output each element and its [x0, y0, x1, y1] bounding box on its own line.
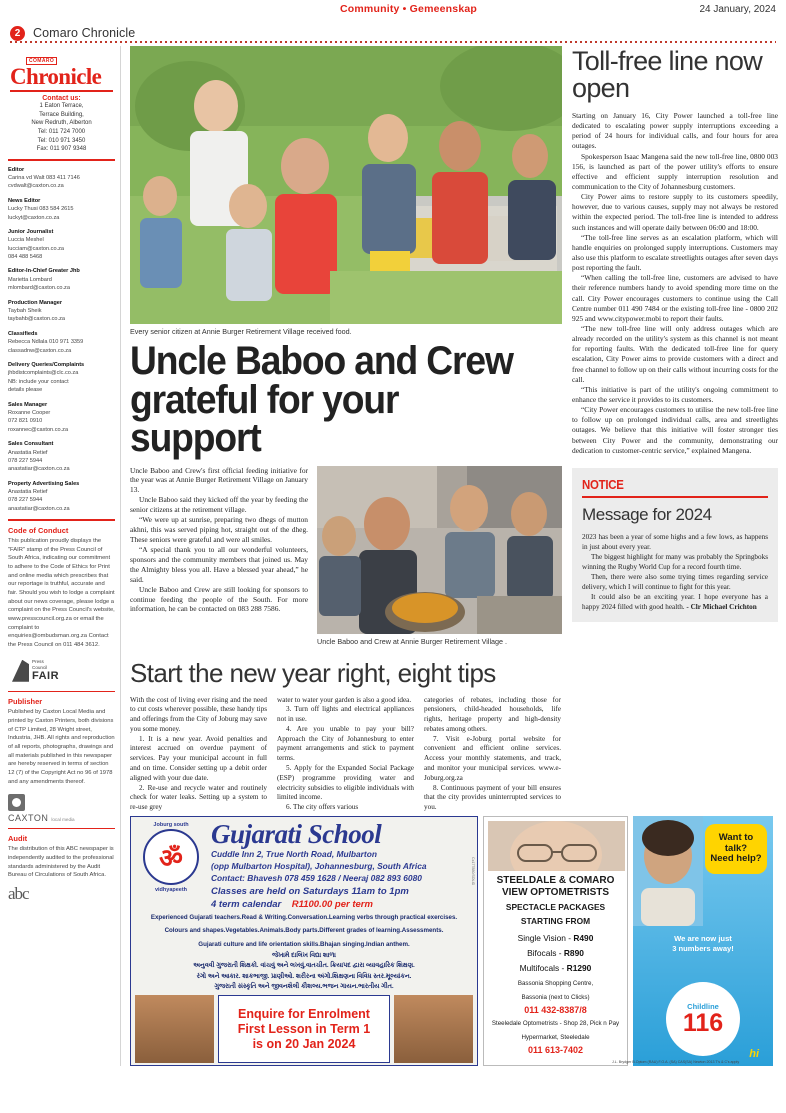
price-value: R890	[563, 947, 584, 958]
staff-detail: jhbdistcomplaints@clc.co.za	[8, 370, 79, 377]
optometrist-address-2: Bassonia (next to Clicks)	[521, 994, 590, 1002]
bubble-line-2: talk?	[724, 842, 748, 854]
staff-role: Sales Manager	[8, 401, 48, 408]
tips-column-2	[277, 696, 414, 813]
gujarati-band-2: Colours and shapes.Vegetables.Animals.Body parts.Different grades of learning.Assessments.	[164, 927, 444, 935]
staff-entry	[8, 299, 115, 324]
staff-detail: classadnw@caxton.co.za	[8, 347, 72, 354]
paragraph: City Power aims to restore supply to its customers speedily, however, due to various causes, supply may not always be restored within the expected period. The toll-free line is intended to address such instances and will operate daily between 06:00 and 18:00.	[572, 192, 778, 232]
staff-detail: anastatiar@caxton.co.za	[8, 466, 70, 473]
optometrist-address-3: Steeledale Optometrists - Shop 28, Pick n Pay	[491, 1020, 620, 1028]
publisher-body: Published by Caxton Local Media and printed by Caxton Printers, both divisions of CTP Limited, 28 Wright street, Industria, JHB. All rights and reproduction of all reports, photographs, drawings and all materials published in this newspaper are hereby reserved in terms of section 12 (7) of the Copyright Act no 96 of 1978 and any amendments thereof.	[8, 709, 115, 785]
sidebar-rule-3	[8, 691, 115, 693]
notice-title: Message for 2024	[582, 504, 712, 524]
childline-message-2: 3 numbers away!	[672, 943, 734, 953]
paragraph: 7. Visit e-Joburg portal website for convenient and efficient online services. Access your monthly statements, and track, and monitor your municipal services. www.e-Joburg.org.za	[424, 734, 561, 782]
audit-body: The distribution of this ABC newspaper is independently audited to the professional standards administered by the Audit Bureau of Circulations of South Africa.	[8, 846, 114, 879]
sidebar-rule-4	[8, 828, 115, 830]
price-row	[488, 961, 623, 976]
masthead-divider	[10, 41, 776, 43]
childline-photo	[633, 816, 703, 926]
price-label: Multifocals -	[519, 962, 567, 973]
contact-heading: Contact us:	[42, 94, 81, 102]
right-story-text	[572, 111, 778, 456]
gujarati-band-1: Experienced Gujarati teachers.Read & Writing.Conversation.Learning verbs through practical exercises.	[150, 914, 458, 922]
gujarati-script-heading: જેખામે દાલિખ વિદ્યા શાળા	[272, 952, 336, 960]
notice-rule	[582, 496, 768, 498]
staff-entry	[8, 197, 115, 222]
sidebar	[8, 46, 121, 1066]
optometrist-sub-2: STARTING FROM	[520, 916, 591, 927]
optometrist-address-1: Bassonia Shopping Centre,	[517, 980, 594, 988]
notice-signoff: - Clr Michael Crichton	[684, 603, 757, 612]
staff-role: Property Advertising Sales	[8, 480, 80, 487]
paragraph: Uncle Baboo and Crew's first official feeding initiative for the year was at Annie Burger Retirement Village on January 13.	[130, 465, 308, 495]
paragraph: 8. Continuous payment of your bill ensures that the city provides uninterrupted services to you.	[424, 783, 561, 812]
price-row	[488, 931, 623, 946]
optometrist-name: STEELDALE & COMARO VIEW OPTOMETRISTS	[496, 875, 615, 898]
staff-list	[8, 166, 115, 514]
lead-headline: Uncle Baboo and Crew grateful for your support	[130, 339, 513, 461]
bubble-line-1: Want to	[718, 831, 754, 843]
notice-box	[572, 468, 778, 623]
staff-detail: Taybah Sheik	[8, 308, 42, 315]
sidebar-rule	[8, 159, 115, 161]
staff-role: News Editor	[8, 197, 41, 204]
paragraph: 6. The city offers various	[286, 803, 359, 812]
childline-brand: Childline	[687, 1002, 719, 1011]
gujarati-photo-right	[394, 995, 473, 1063]
staff-role: Delivery Queries/Complaints	[8, 361, 85, 368]
staff-entry	[8, 440, 115, 474]
optometrist-price-list	[488, 931, 623, 975]
fair-council: Council	[32, 664, 48, 670]
contact-line: Terrace Building,	[39, 111, 84, 118]
optometrist-photo	[488, 821, 623, 871]
staff-detail: 078 227 5944	[8, 497, 43, 504]
staff-detail: 078 227 5944	[8, 457, 43, 464]
ad-optometrists[interactable]	[483, 816, 628, 1066]
price-row	[488, 946, 623, 961]
staff-detail: Roxanne Cooper	[8, 409, 51, 416]
optometrist-phone-1[interactable]: 011 432-8387/8	[524, 1005, 587, 1016]
gujarati-band-3: Gujarati culture and life orientation skills.Bhajan singing.Indian anthem.	[198, 940, 410, 948]
staff-detail: 084 488 5468	[8, 254, 43, 261]
price-label: Bifocals -	[527, 947, 564, 958]
staff-detail: anastatiar@caxton.co.za	[8, 505, 70, 512]
lead-photo-caption: Every senior citizen at Annie Burger Retirement Village received food.	[130, 327, 352, 336]
masthead-tagline: Community • Gemeenskap	[340, 3, 478, 15]
gujarati-address-2: (opp Mulbarton Hospital), Johannesburg, South Africa	[211, 861, 427, 872]
staff-role: Classifieds	[8, 330, 38, 337]
contact-line: Fax: 011 907 9348	[36, 146, 87, 153]
optometrist-sub-1: SPECTACLE PACKAGES	[505, 902, 606, 912]
fair-word: FAIR	[32, 670, 60, 683]
caxton-tagline: local media	[51, 816, 75, 822]
sidebar-rule-2	[8, 519, 115, 521]
contact-line: Tel: 010 971 3450	[37, 137, 86, 144]
paragraph: “The toll-free line serves as an escalation platform, which will handle enquiries on prolonged supply interruptions. Customers may also use this platform to escalate streetlights outages after seven days post reporting the fault.	[572, 232, 778, 273]
code-of-conduct-title: Code of Conduct	[8, 525, 69, 535]
gujarati-title: Gujarati School	[211, 819, 382, 849]
staff-detail: Carina vd Walt 083 411 7146	[8, 174, 80, 181]
gujarati-script-line-2: રંગો અને આકાર. શાકભાજી. પ્રાણીઓ. શરીરના અંગો.શિક્ષણના વિવિધ સ્તર.મૂલ્યાંકન.	[196, 972, 412, 980]
staff-detail: Luccia Meshel	[8, 237, 44, 244]
press-council-fair-stamp	[12, 656, 64, 686]
staff-detail: details please	[8, 387, 43, 394]
staff-detail: NB: include your contact	[8, 378, 69, 385]
tips-headline: Start the new year right, eight tips	[130, 657, 496, 688]
lead-story-text	[130, 466, 308, 646]
childline-badge	[666, 982, 740, 1056]
childline-photo-art	[633, 816, 703, 926]
staff-entry	[8, 166, 115, 191]
paragraph: 2023 has been a year of some highs and a few lows, as happens in just about every year.	[582, 532, 768, 551]
price-label: Single Vision -	[517, 933, 574, 944]
paragraph: 1. It is a new year. Avoid penalties and interest accrued on overdue payment of services. Pay your municipal account in full and on time. Consider setting up a debit order aligned with your due date.	[130, 734, 267, 782]
childline-number: 116	[682, 1009, 724, 1037]
logo-underline	[10, 90, 113, 92]
gujarati-script-line-3: ગુજરાતી સંસ્કૃતિ અને જીવનશૈલી કૌશલ્ય.ભજન ગાયન.ભારતીય ગીત.	[214, 982, 394, 990]
gujarati-contact: Contact: Bhavesh 078 459 1628 / Neeraj 082 893 6080	[211, 873, 422, 884]
right-column	[572, 48, 778, 622]
childline-message	[639, 934, 767, 954]
contact-line: Tel: 011 724 7000	[37, 128, 86, 135]
caxton-logo	[8, 794, 115, 823]
staff-detail: 072 821 0910	[8, 418, 43, 425]
gujarati-enrolment-box[interactable]	[218, 995, 390, 1063]
seal-top-text: Joburg south	[153, 822, 189, 828]
staff-detail: roxannec@caxton.co.za	[8, 426, 69, 433]
ad-childline[interactable]	[633, 816, 773, 1066]
paragraph: Starting on January 16, City Power launched a toll-free line dedicated to escalating power supply interruptions exceeding a period of 24 hours for individual calls, and four hours for area outages.	[572, 111, 778, 151]
enrol-line-2: First Lesson in Term 1	[237, 1021, 371, 1036]
publisher-title: Publisher	[8, 697, 43, 707]
paragraph: Spokesperson Isaac Mangena said the new toll-free line, 0800 003 156, is launched as part of the power utility's efforts to ensure effective and efficient supply interruption resolution and communication to the City of Johannesburg customers.	[572, 151, 778, 191]
caxton-name: CAXTON	[8, 812, 49, 823]
paragraph: “City Power encourages customers to utilise the new toll-free line to follow up on prolonged individual calls, area and streetlights outages. We believe that this initiative will foster stronger ties between City Power and the community, demonstrating our dedication to customer-centric service,” explained Mangena.	[572, 405, 778, 455]
ad-side-code: Cx177880/SOLID	[471, 857, 475, 886]
staff-entry	[8, 267, 115, 292]
fair-press: Press	[32, 659, 44, 665]
staff-detail: taybahb@caxton.co.za	[8, 316, 65, 323]
paragraph: 2. Re-use and recycle water and routinely check for water leaks. Setting up a system to re-use grey	[130, 783, 267, 812]
contact-line: 1 Eaton Terrace,	[39, 102, 84, 109]
staff-detail: Anastatia Retief	[8, 449, 48, 456]
paragraph: “The new toll-free line will only address outages which are already recorded on the utility's system as this channel is not meant for reporting faults. With the dedicated toll-free line for query escalation, City Power aims to provide customers with a direct and free channel to follow up on their calls without incurring costs for the call.	[572, 323, 778, 384]
optometrist-phone-2[interactable]: 011 613-7402	[527, 1045, 584, 1056]
childline-message-1: We are now just	[674, 934, 732, 943]
childline-bubble	[705, 824, 767, 874]
abc-logo: abc	[8, 883, 29, 903]
publication-title: Comaro Chronicle	[33, 26, 136, 40]
staff-role: Production Manager	[8, 299, 63, 306]
price-value: R490	[573, 933, 594, 944]
paragraph: “This initiative is part of the utility's ongoing commitment to enhance the service it provides to its customers.	[572, 384, 778, 404]
masthead-date: 24 January, 2024	[699, 4, 776, 15]
right-headline: Toll-free line now open	[572, 46, 762, 103]
staff-detail: Marietta Lombard	[8, 276, 52, 283]
gujarati-address-1: Cuddle Inn 2, True North Road, Mulbarton	[211, 849, 377, 859]
paragraph: The biggest highlight for many was probably the Springboks winning the Rugby World Cup for a record fourth time.	[582, 552, 768, 572]
gujarati-classes: Classes are held on Saturdays 11am to 1pm	[211, 885, 409, 897]
contact-lines	[8, 102, 115, 154]
staff-role: Editor	[8, 166, 25, 173]
notice-body	[582, 532, 768, 613]
optometrist-photo-art	[488, 821, 625, 871]
paragraph: “A special thank you to all our wonderful volunteers, sponsors and the community members that joined us. May the Almighty bless you all. Have a blessed year ahead,” he said.	[130, 544, 308, 584]
caxton-mark-icon	[8, 794, 25, 811]
logo-kicker: COMARO	[26, 57, 57, 65]
contact-line: New Redruth, Alberton	[31, 120, 92, 127]
paragraph: Then, there were also some trying times regarding service delivery, which I will continue to fight for this year.	[582, 573, 768, 592]
staff-entry	[8, 401, 115, 435]
paragraph: “We were up at sunrise, preparing two dhegs of mutton akhni, this was served piping hot, straight out of the dheg. These seniors were grateful and were all smiles.	[130, 515, 308, 544]
gujarati-script-line-1: અનુવવી ગુજરાતી શિક્ષકો. વાંચવું અને લખવું.વાતચીત. ક્રિયાપદ દ્વારા વ્યાવહારિક શિક્ષણ.	[193, 962, 415, 970]
staff-detail: Anastatia Retief	[8, 489, 48, 496]
lead-photo-art	[130, 46, 562, 324]
newspaper-logo	[8, 46, 115, 92]
paragraph: 3. Turn off lights and electrical appliances not in use.	[277, 705, 414, 724]
tips-column-1	[130, 696, 267, 813]
secondary-photo	[317, 466, 562, 634]
paragraph: 4. Are you unable to pay your bill? Approach the City of Johannesburg to enter payment arrangements and stick to payment terms.	[277, 724, 414, 763]
staff-detail: Lucky Thusi 083 584 2615	[8, 206, 74, 213]
staff-entry	[8, 480, 115, 514]
gujarati-photo-left	[135, 995, 214, 1063]
staff-role: Junior Journalist	[8, 228, 54, 235]
code-of-conduct-body: This publication proudly displays the "FAIR" stamp of the Press Council of South Africa, indicating our commitment to adhere to the Code of Ethics for Print and online media which prescribes that our reportage is truthful, accurate and fair. Should you wish to lodge a complaint about our news coverage, please lodge a complaint on the Press Council's website, www.presscouncil.org.za or email the complaint to enquiries@ombudsman.org.za Contact the Press Council on 011 484 3612.	[8, 537, 115, 649]
bubble-line-3: Need help?	[710, 853, 762, 865]
main-content	[130, 46, 562, 813]
staff-role: Sales Consultant	[8, 441, 54, 448]
paragraph: Uncle Baboo and Crew are still looking for sponsors to continue feeding the people of the South. For more information, he can be contacted on 083 288 7586.	[130, 584, 308, 614]
paragraph: “When calling the toll-free line, customers are advised to have their reference numbers handy to avoid spending more time on the call. City Power encourages customers to continue using the Call Centre number 011 490 7484 or the existing toll-free line - 0800 202 925 and www.citypower.mobi to report their faults.	[572, 273, 778, 323]
ad-gujarati-school[interactable]	[130, 816, 478, 1066]
staff-entry	[8, 228, 115, 262]
staff-detail: mlombard@caxton.co.za	[8, 285, 70, 292]
paragraph: With the cost of living ever rising and the need to cut costs wherever possible, these handy tips and offerings from the City of Joburg may save you some money.	[130, 695, 267, 733]
price-value: R1290	[566, 962, 592, 973]
childline-hi: hi	[749, 1048, 759, 1060]
staff-detail: cvdwalt@caxton.co.za	[8, 183, 64, 190]
seal-bottom-text: vidhyapeeth	[154, 887, 188, 893]
lead-photo	[130, 46, 562, 324]
page-number-badge: 2	[10, 26, 25, 41]
secondary-photo-art	[317, 466, 562, 634]
advertisement-strip	[130, 816, 778, 1066]
ad-footnote: J.L. Brydger B.Optom (RAU) F.O.A. (SA) CAS(SA) Newton 2013 T's & C's apply	[612, 1060, 740, 1064]
optometrist-address-4: Hypermarket, Steeledale	[521, 1034, 590, 1042]
gujarati-seal-icon: ॐ Joburg south vidhyapeeth	[135, 821, 207, 893]
notice-kicker: NOTICE	[582, 476, 624, 492]
staff-detail: Rebecca Ndlala 010 971 3359	[8, 339, 84, 346]
gujarati-calendar: 4 term calendar	[211, 898, 282, 910]
paragraph: It could also be an exciting year. I hope everyone has a happy 2024 filled with good health. - Clr Michael Crichton	[582, 593, 768, 612]
audit-title: Audit	[8, 834, 28, 844]
tips-grid	[130, 696, 562, 813]
tips-column-3	[424, 696, 561, 813]
lead-story-grid	[130, 466, 562, 646]
staff-entry	[8, 361, 115, 395]
secondary-photo-caption: Uncle Baboo and Crew at Annie Burger Retirement Village .	[317, 636, 508, 646]
staff-detail: lucciam@caxton.co.za	[8, 245, 65, 252]
paragraph: Uncle Baboo said they kicked off the year by feeding the senior citizens at the retirement village.	[130, 495, 308, 515]
staff-role: Editor-In-Chief Greater Jhb	[8, 268, 80, 275]
paragraph: 5. Apply for the Expanded Social Package (ESP) programme providing water and electricity subsidies to eligible individuals with limited income.	[277, 764, 414, 802]
logo-wordmark: Chronicle	[10, 64, 102, 89]
staff-detail: luckyt@caxton.co.za	[8, 214, 60, 221]
paragraph: water to water your garden is also a good idea.	[277, 695, 412, 704]
staff-entry	[8, 330, 115, 355]
enrol-line-1: Enquire for Enrolment	[238, 1006, 370, 1021]
fair-mark-icon	[12, 660, 29, 682]
gujarati-price: R1100.00 per term	[291, 898, 373, 910]
paragraph: categories of rebates, including those for pensioners, child-headed households, life rights, heritage property and high-density rebates among others.	[424, 695, 561, 733]
enrol-line-3: is on 20 Jan 2024	[252, 1036, 356, 1051]
